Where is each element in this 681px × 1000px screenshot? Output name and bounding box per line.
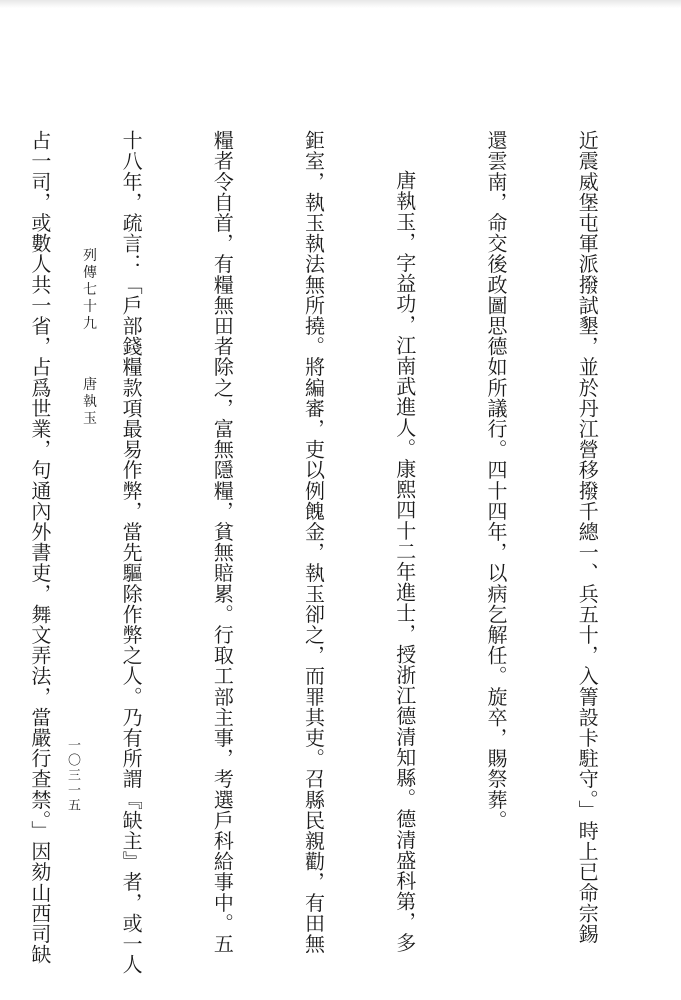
- text-column: 近震威堡屯軍派撥試墾，並於丹江營移撥千總一、兵五十，入箐設卡駐守。」時上已命宗錫: [575, 130, 600, 944]
- running-head-volume: 列傳七十九: [81, 247, 97, 333]
- text-column: 唐執玉，字益功，江南武進人。康熙四十二年進士，授浙江德清知縣。德清盛科第，多: [392, 170, 417, 953]
- text-column: 鉅室，執玉執法無所撓。將編審，吏以例餽金，執玉卻之，而罪其吏。召縣民親勸，有田無: [301, 130, 326, 954]
- text-column: 十八年，疏言：「戶部錢糧款項最易作弊，當先驅除作弊之人。乃有所謂『缺主』者，或一人: [119, 130, 144, 975]
- text-column: 還雲南，命交後政圖思德如所議行。四十四年，以病乞解任。旋卒，賜祭葬。: [483, 130, 508, 831]
- scan-edge: [0, 0, 681, 8]
- text-column: 糧者令自首，有糧無田者除之，富無隱糧，貧無賠累。行取工部主事，考選戶科給事中。五: [210, 130, 235, 954]
- running-head-name: 唐執玉: [81, 376, 97, 428]
- running-head: [63, 218, 115, 428]
- text-column: 占一司，或數人共一省，占爲世業，句通內外書吏，舞文弄法，當嚴行查禁。」因劾山西司缺: [27, 130, 52, 965]
- page-number: 一〇三一五: [65, 738, 80, 813]
